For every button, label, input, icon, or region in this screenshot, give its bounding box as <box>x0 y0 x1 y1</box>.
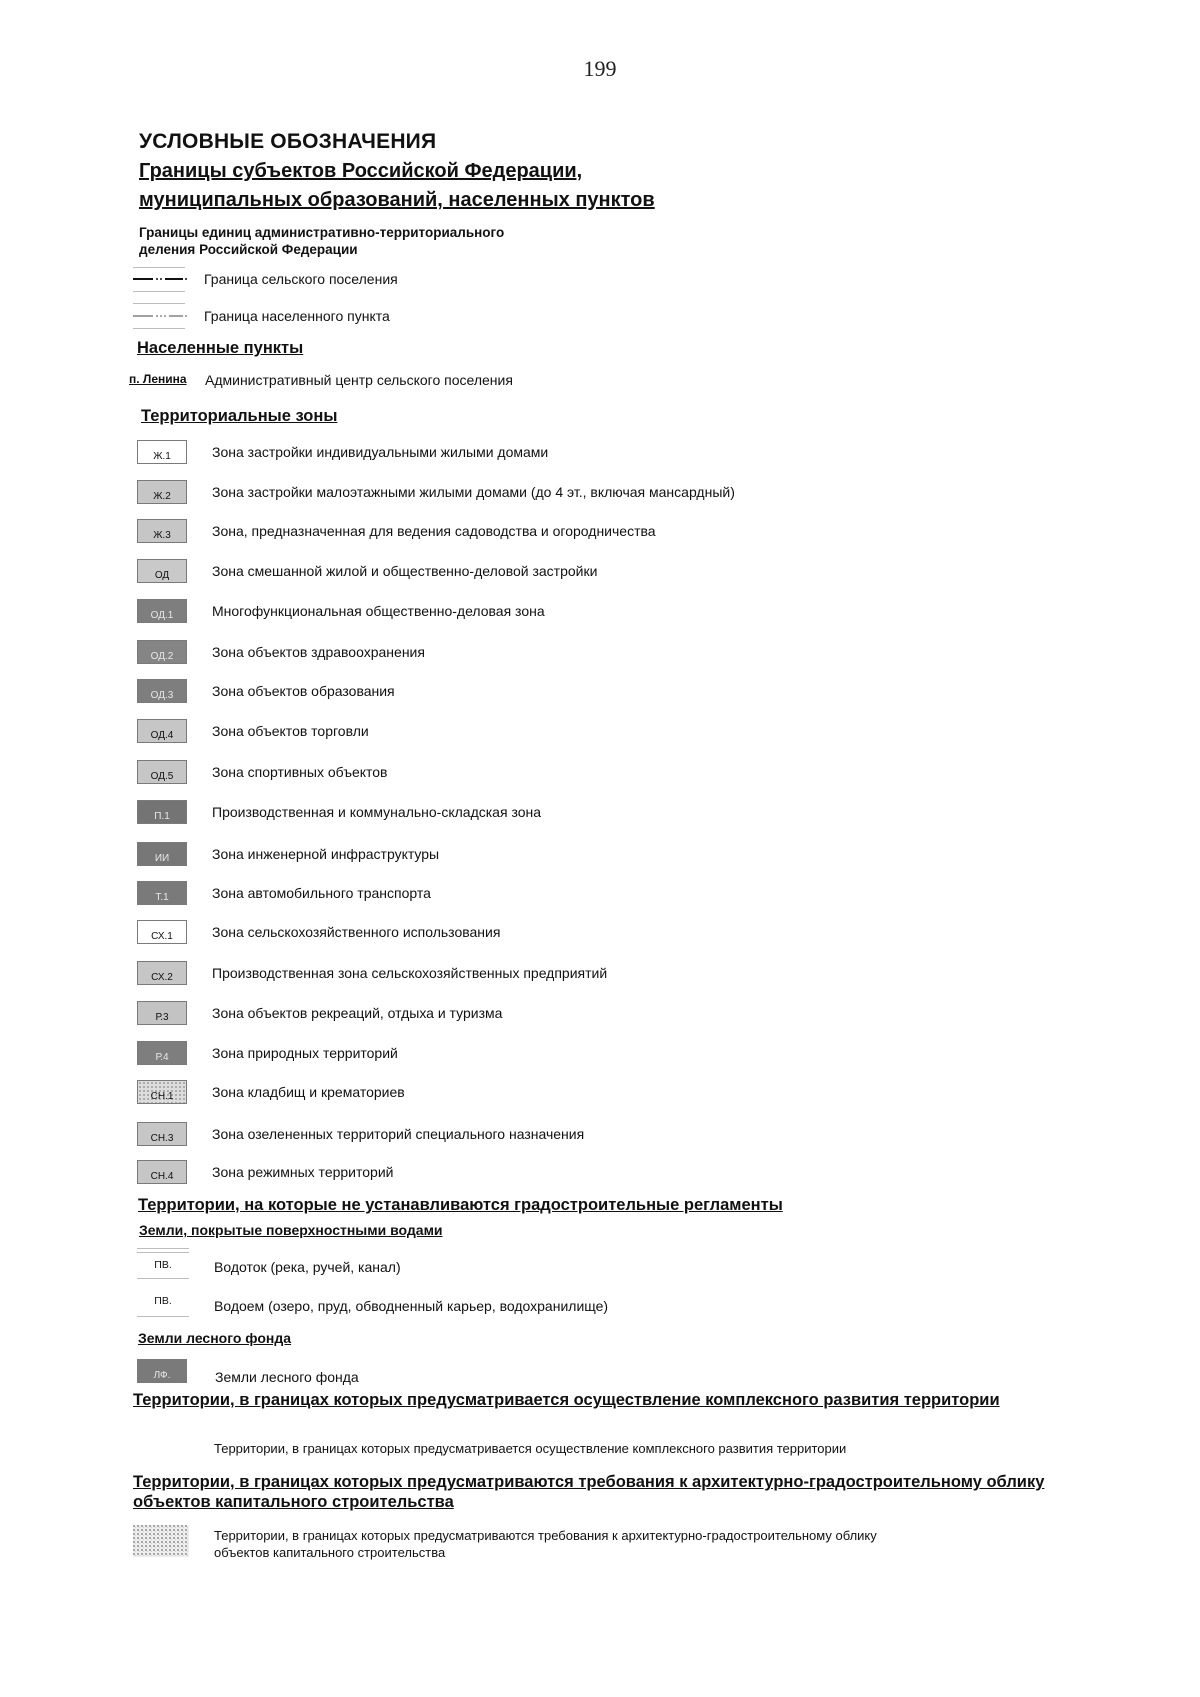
legend-swatch-13: СХ.1 <box>137 920 187 944</box>
zones-heading: Территориальные зоны <box>141 407 338 425</box>
legend-swatch-3: Ж.3 <box>137 519 187 543</box>
architecture-hatch-swatch <box>133 1525 189 1557</box>
legend-label-complex-dev: Территории, в границах которых предусматривается осуществление комплексного развития территории <box>214 1441 847 1456</box>
legend-label-6: Зона объектов здравоохранения <box>212 644 425 660</box>
legend-label-admin-center: Административный центр сельского поселения <box>205 372 513 388</box>
legend-swatch-17: СН.1 <box>137 1080 187 1104</box>
legend-swatch-16: Р.4 <box>137 1041 187 1065</box>
legend-label-9: Зона спортивных объектов <box>212 764 388 780</box>
symbol-rule-top <box>137 1248 189 1249</box>
legend-label-1: Зона застройки индивидуальными жилыми домами <box>212 444 549 460</box>
legend-label-15: Зона объектов рекреаций, отдыха и туризма <box>212 1005 503 1021</box>
symbol-rule-bottom <box>133 328 185 329</box>
architecture-heading-line2: объектов капитального строительства <box>133 1493 454 1511</box>
symbol-rule-top <box>133 303 185 304</box>
complex-dev-heading: Территории, в границах которых предусматривается осуществление комплексного развития территории <box>133 1391 1000 1409</box>
legend-label-4: Зона смешанной жилой и общественно-деловой застройки <box>212 563 598 579</box>
legend-swatch-11: ИИ <box>137 842 187 866</box>
legend-label-12: Зона автомобильного транспорта <box>212 885 431 901</box>
water-heading: Земли, покрытые поверхностными водами <box>139 1222 443 1238</box>
legend-label-rural-border: Граница сельского поселения <box>204 271 398 287</box>
legend-label-17: Зона кладбищ и крематориев <box>212 1084 405 1100</box>
borders-subheading-line1: Границы единиц административно-территориального <box>139 225 505 240</box>
forest-heading: Земли лесного фонда <box>138 1330 292 1346</box>
legend-label-architecture-line1: Территории, в границах которых предусматриваются требования к архитектурно-градостроительному облику <box>214 1528 877 1543</box>
legend-swatch-14: СХ.2 <box>137 961 187 985</box>
legend-label-13: Зона сельскохозяйственного использования <box>212 924 501 940</box>
symbol-rule-top <box>133 267 185 268</box>
legend-label-10: Производственная и коммунально-складская зона <box>212 804 542 820</box>
legend-label-16: Зона природных территорий <box>212 1045 398 1061</box>
legend-label-18: Зона озелененных территорий специального назначения <box>212 1126 585 1142</box>
legend-swatch-8: ОД.4 <box>137 719 187 743</box>
legend-label-14: Производственная зона сельскохозяйственных предприятий <box>212 965 608 981</box>
borders-heading-line2: муниципальных образований, населенных пунктов <box>139 189 655 211</box>
legend-swatch-9: ОД.5 <box>137 760 187 784</box>
legend-label-architecture-line2: объектов капитального строительства <box>214 1545 446 1560</box>
page-number: 199 <box>583 56 617 81</box>
legend-label-3: Зона, предназначенная для ведения садоводства и огородничества <box>212 523 656 539</box>
settlement-sample: п. Ленина <box>129 372 187 386</box>
borders-heading-line1: Границы субъектов Российской Федерации, <box>139 160 583 182</box>
symbol-rule-bottom <box>133 291 185 292</box>
legend-swatch-6: ОД.2 <box>137 640 187 664</box>
legend-label-8: Зона объектов торговли <box>212 723 369 739</box>
legend-swatch-12: Т.1 <box>137 881 187 905</box>
symbol-rule-bottom <box>137 1316 189 1317</box>
legend-swatch-forest: ЛФ. <box>137 1359 187 1383</box>
legend-label-7: Зона объектов образования <box>212 683 395 699</box>
symbol-rule-top <box>137 1252 189 1253</box>
waterbody-symbol-code: ПВ. <box>154 1295 172 1307</box>
symbol-rule-bottom <box>137 1278 189 1279</box>
legend-label-settlement-border: Граница населенного пункта <box>204 308 390 324</box>
legend-label-11: Зона инженерной инфраструктуры <box>212 846 440 862</box>
rural-settlement-border-symbol <box>133 276 187 282</box>
no-regulations-heading: Территории, на которые не устанавливаются градостроительные регламенты <box>138 1196 783 1214</box>
watercourse-symbol-code: ПВ. <box>154 1259 172 1271</box>
legend-swatch-18: СН.3 <box>137 1122 187 1146</box>
settlements-heading: Населенные пункты <box>137 339 304 357</box>
legend-swatch-10: П.1 <box>137 800 187 824</box>
legend-label-waterbody: Водоем (озеро, пруд, обводненный карьер, водохранилище) <box>214 1298 609 1314</box>
legend-swatch-4: ОД <box>137 559 187 583</box>
legend-label-2: Зона застройки малоэтажными жилыми домами (до 4 эт., включая мансардный) <box>212 484 735 500</box>
legend-label-19: Зона режимных территорий <box>212 1164 394 1180</box>
legend-swatch-2: Ж.2 <box>137 480 187 504</box>
legend-swatch-1: Ж.1 <box>137 440 187 464</box>
borders-subheading-line2: деления Российской Федерации <box>139 242 358 257</box>
architecture-heading-line1: Территории, в границах которых предусматриваются требования к архитектурно-градостроительному облику <box>133 1473 1045 1491</box>
legend-label-5: Многофункциональная общественно-деловая зона <box>212 603 545 619</box>
settlement-border-symbol <box>133 313 187 319</box>
legend-label-watercourse: Водоток (река, ручей, канал) <box>214 1259 401 1275</box>
legend-swatch-15: Р.3 <box>137 1001 187 1025</box>
legend-swatch-5: ОД.1 <box>137 599 187 623</box>
legend-swatch-7: ОД.3 <box>137 679 187 703</box>
legend-swatch-19: СН.4 <box>137 1160 187 1184</box>
legend-label-forest: Земли лесного фонда <box>215 1369 359 1385</box>
legend-title: УСЛОВНЫЕ ОБОЗНАЧЕНИЯ <box>139 130 437 153</box>
